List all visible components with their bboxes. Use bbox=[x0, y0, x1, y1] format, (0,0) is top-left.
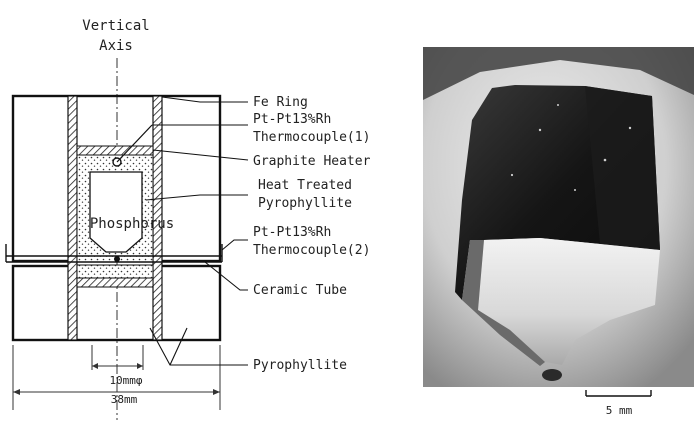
fe-ring-left bbox=[68, 96, 77, 340]
lower-dotted-plug bbox=[77, 265, 153, 278]
leader-fe-ring bbox=[162, 97, 248, 102]
graphite-heater-top bbox=[77, 146, 153, 155]
label-pyrophyllite: Pyrophyllite bbox=[253, 358, 347, 373]
scale-bar-label: 5 mm bbox=[605, 404, 633, 417]
label-fe-ring: Fe Ring bbox=[253, 95, 308, 110]
speckle bbox=[511, 174, 513, 176]
dim-outer-arrow-l bbox=[13, 389, 20, 395]
label-tc1-line2: Thermocouple(1) bbox=[253, 130, 371, 145]
leader-tc2 bbox=[222, 240, 248, 250]
label-heat-treated-1: Heat Treated bbox=[258, 178, 352, 193]
leader-pyro-1 bbox=[150, 328, 248, 365]
sample-photo bbox=[423, 47, 694, 417]
label-tc1-line1: Pt-Pt13%Rh bbox=[253, 112, 332, 127]
label-heat-treated-2: Pyrophyllite bbox=[258, 196, 352, 211]
dim-inner-label: 10mmφ bbox=[109, 374, 143, 387]
speckle bbox=[629, 127, 631, 129]
sample-tip bbox=[542, 369, 562, 381]
speckle bbox=[574, 189, 576, 191]
graphite-heater-bottom bbox=[77, 278, 153, 287]
dim-outer-label: 38mm bbox=[110, 393, 138, 406]
leader-pyro-2 bbox=[170, 328, 187, 365]
thermocouple-2-junction bbox=[114, 256, 120, 262]
title-vertical: Vertical bbox=[82, 18, 150, 34]
phosphorus-chamber bbox=[90, 172, 142, 252]
dim-inner-arrow-r bbox=[137, 363, 143, 369]
label-tc2-line2: Thermocouple(2) bbox=[253, 243, 371, 258]
label-tc2-line1: Pt-Pt13%Rh bbox=[253, 225, 332, 240]
speckle bbox=[557, 104, 559, 106]
phosphorus-label: Phosphorus bbox=[89, 216, 175, 232]
label-ceramic-tube: Ceramic Tube bbox=[253, 283, 347, 298]
speckle bbox=[604, 159, 607, 162]
title-axis: Axis bbox=[99, 38, 133, 54]
leader-graphite bbox=[153, 150, 248, 160]
cell-diagram bbox=[6, 18, 371, 420]
dim-outer-arrow-r bbox=[213, 389, 220, 395]
dim-inner-arrow-l bbox=[92, 363, 98, 369]
speckle bbox=[539, 129, 541, 131]
label-graphite-heater: Graphite Heater bbox=[253, 154, 371, 169]
